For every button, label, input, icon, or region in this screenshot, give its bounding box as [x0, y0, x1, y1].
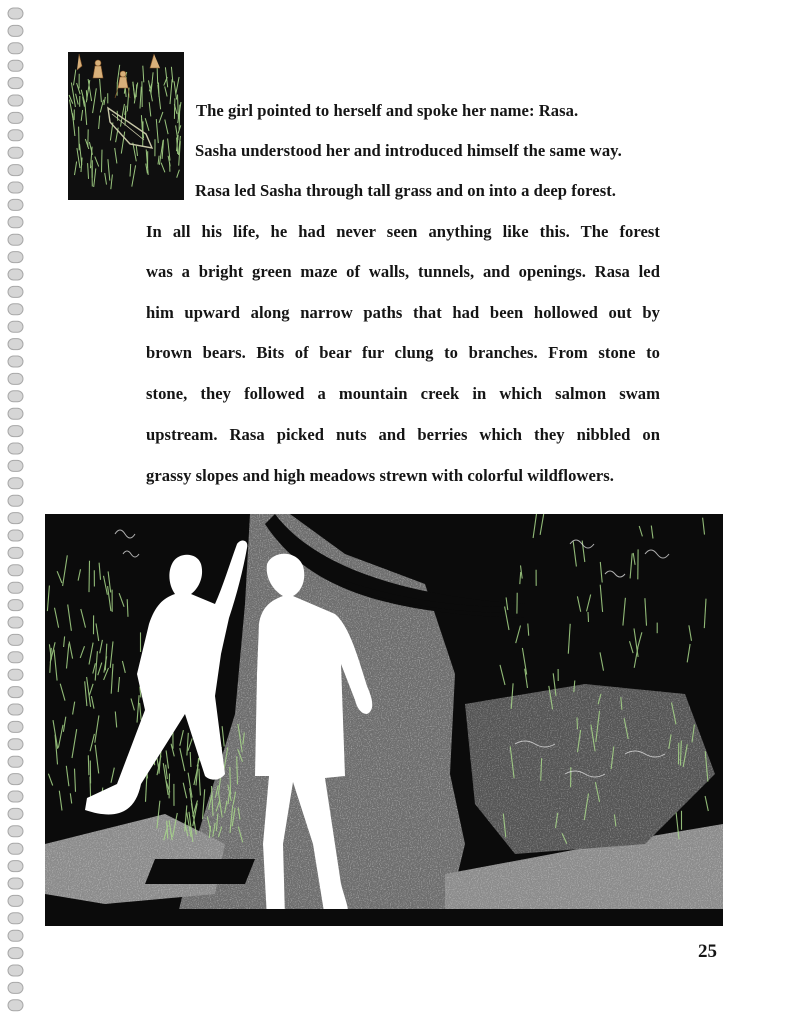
- spiral-ring: [8, 1000, 23, 1011]
- spiral-ring: [8, 704, 23, 715]
- spiral-ring: [8, 861, 23, 872]
- page-number: 25: [698, 941, 717, 962]
- forest-art: [45, 514, 723, 926]
- story-text: [0, 0, 791, 500]
- text-line: Rasa led Sasha through tall grass and on into a deep forest.: [195, 181, 616, 200]
- spiral-ring: [8, 948, 23, 959]
- spiral-ring: [8, 582, 23, 593]
- spiral-ring: [8, 826, 23, 837]
- text-line: grassy slopes and high meadows strewn with colorful wildflowers.: [146, 466, 615, 485]
- spiral-ring: [8, 600, 23, 611]
- spiral-ring: [8, 982, 23, 993]
- text-line: Sasha understood her and introduced himself the same way.: [195, 141, 622, 160]
- spiral-ring: [8, 530, 23, 541]
- spiral-ring: [8, 669, 23, 680]
- spiral-ring: [8, 895, 23, 906]
- spiral-ring: [8, 617, 23, 628]
- text-line: In all his life, he had never seen anything like this. The forest: [146, 222, 660, 241]
- spiral-ring: [8, 652, 23, 663]
- spiral-ring: [8, 791, 23, 802]
- text-line: him upward along narrow paths that had been hollowed out by: [146, 303, 660, 322]
- spiral-ring: [8, 930, 23, 941]
- spiral-ring: [8, 565, 23, 576]
- spiral-ring: [8, 878, 23, 889]
- spiral-ring: [8, 687, 23, 698]
- text-line: brown bears. Bits of bear fur clung to branches. From stone to: [146, 343, 660, 362]
- spiral-ring: [8, 634, 23, 645]
- spiral-ring: [8, 913, 23, 924]
- text-line: stone, they followed a mountain creek in which salmon swam: [146, 384, 660, 403]
- spiral-ring: [8, 513, 23, 524]
- spiral-ring: [8, 808, 23, 819]
- spiral-ring: [8, 547, 23, 558]
- spiral-ring: [8, 774, 23, 785]
- spiral-ring: [8, 965, 23, 976]
- spiral-ring: [8, 739, 23, 750]
- spiral-ring: [8, 756, 23, 767]
- spiral-ring: [8, 843, 23, 854]
- spiral-ring: [8, 721, 23, 732]
- text-line: was a bright green maze of walls, tunnels, and openings. Rasa led: [146, 262, 660, 281]
- text-line: upstream. Rasa picked nuts and berries which they nibbled on: [146, 425, 660, 444]
- forest-illustration: [45, 514, 723, 926]
- text-line: The girl pointed to herself and spoke her name: Rasa.: [196, 101, 579, 120]
